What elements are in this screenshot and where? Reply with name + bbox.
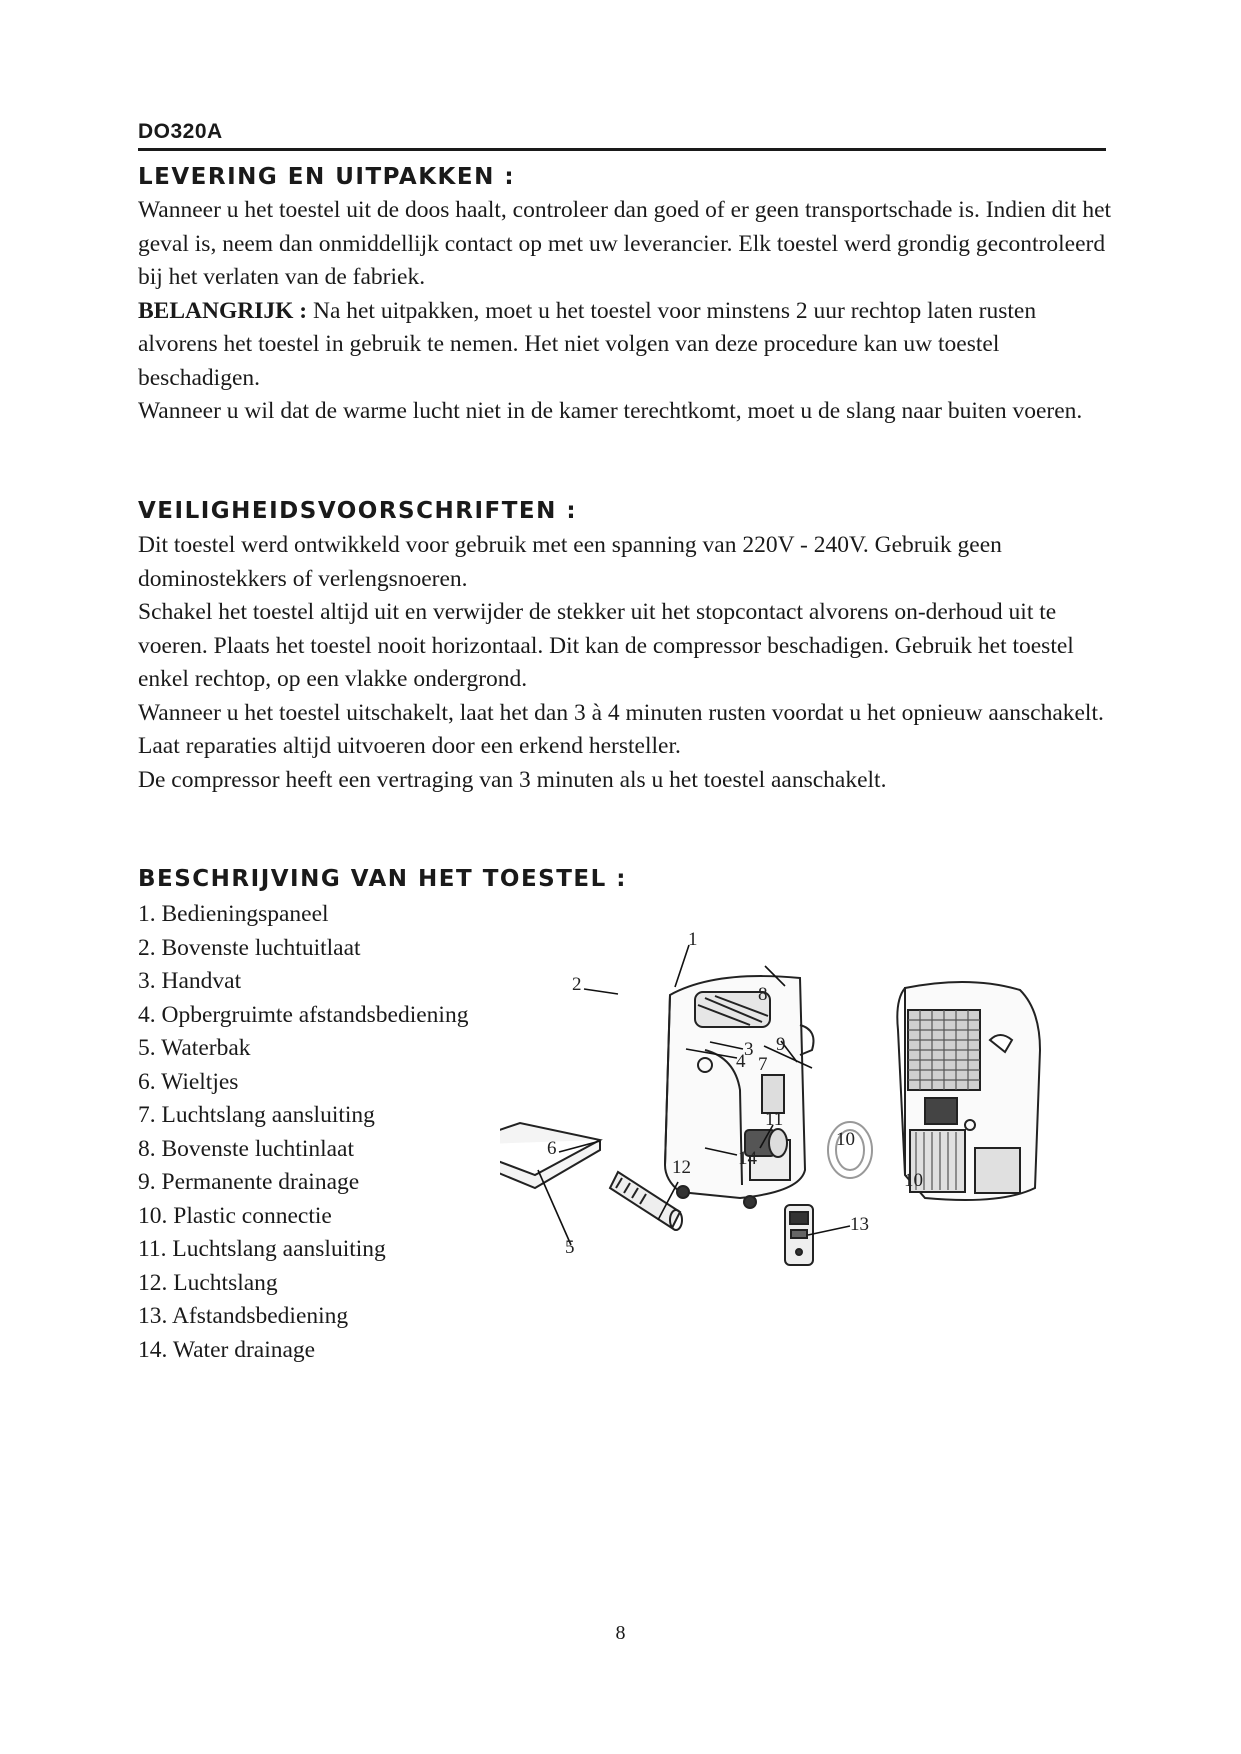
model-number: DO320A xyxy=(138,120,223,143)
callout-5: 5 xyxy=(565,1237,575,1258)
list-item: 8. Bovenste luchtinlaat xyxy=(138,1135,355,1162)
callout-4: 4 xyxy=(736,1051,746,1072)
callout-1: 1 xyxy=(688,930,698,950)
callout-8: 8 xyxy=(758,984,768,1005)
list-item: 5. Waterbak xyxy=(138,1035,251,1061)
header-rule xyxy=(138,148,1106,151)
list-item: 10. Plastic connectie xyxy=(138,1202,332,1229)
list-item: 7. Luchtslang aansluiting xyxy=(138,1102,375,1128)
heading-levering: LEVERING EN UITPAKKEN : xyxy=(138,164,516,190)
heading-veiligheid: VEILIGHEIDSVOORSCHRIFTEN : xyxy=(138,498,578,524)
callout-6: 6 xyxy=(547,1138,557,1159)
paragraph: De compressor heeft een vertraging van 3 minuten als u het toestel aanschakelt. xyxy=(138,766,887,793)
paragraph: Dit toestel werd ontwikkeld voor gebruik met een spanning van 220V - 240V. Gebruik geen dominostekkers of verlengsnoeren. xyxy=(138,532,1002,592)
paragraph: Wanneer u wil dat de warme lucht niet in de kamer terechtkomt, moet u de slang naar buiten voeren. xyxy=(138,398,1083,424)
important-text: Na het uitpakken, moet u het toestel voor minstens 2 uur rechtop laten rusten alvorens het toestel in gebruik te nemen. Het niet volgen van deze procedure kan uw toestel beschadigen. xyxy=(138,297,1037,391)
heading-beschrijving: BESCHRIJVING VAN HET TOESTEL : xyxy=(138,866,627,892)
callout-13: 13 xyxy=(850,1214,869,1235)
important-label: BELANGRIJK : xyxy=(138,297,308,324)
callout-10b: 10 xyxy=(904,1170,923,1191)
callout-12: 12 xyxy=(672,1157,691,1178)
callout-9: 9 xyxy=(776,1034,786,1055)
appliance-diagram xyxy=(500,930,1120,1420)
parts-list xyxy=(138,898,468,1367)
callout-labels xyxy=(500,930,1120,1420)
list-item: 1. Bedieningspaneel xyxy=(138,901,329,927)
paragraph-important xyxy=(138,295,1113,396)
list-item: 12. Luchtslang xyxy=(138,1269,278,1296)
paragraph: Laat reparaties altijd uitvoeren door een erkend hersteller. xyxy=(138,733,681,759)
page-number: 8 xyxy=(615,1622,626,1644)
paragraph: Schakel het toestel altijd uit en verwijder de stekker uit het stopcontact alvorens on-derhoud uit te voeren. Plaats het toestel nooit horizontaal. Dit kan de compressor beschadigen. Gebruik het toestel enkel rechtop, op een vlakke ondergrond. xyxy=(138,599,1074,692)
list-item: 9. Permanente drainage xyxy=(138,1169,360,1195)
list-item: 3. Handvat xyxy=(138,968,242,994)
section-veiligheid-body xyxy=(138,529,1113,797)
callout-10a: 10 xyxy=(836,1129,855,1150)
list-item: 4. Opbergruimte afstandsbediening xyxy=(138,1001,469,1028)
list-item: 14. Water drainage xyxy=(138,1336,316,1363)
callout-14: 14 xyxy=(738,1148,757,1169)
section-levering-body xyxy=(138,194,1113,429)
callout-7: 7 xyxy=(758,1054,768,1075)
list-item: 6. Wieltjes xyxy=(138,1068,239,1095)
list-item: 13. Afstandsbediening xyxy=(138,1303,349,1329)
paragraph: Wanneer u het toestel uitschakelt, laat het dan 3 à 4 minuten rusten voordat u het opnieuw aanschakelt. xyxy=(138,699,1104,726)
callout-2: 2 xyxy=(572,974,582,995)
callout-3: 3 xyxy=(744,1039,754,1060)
callout-11: 11 xyxy=(765,1109,784,1130)
list-item: 11. Luchtslang aansluiting xyxy=(138,1236,386,1262)
list-item: 2. Bovenste luchtuitlaat xyxy=(138,934,361,961)
paragraph: Wanneer u het toestel uit de doos haalt, controleer dan goed of er geen transportschade is. Indien dit het geval is, neem dan onmiddellijk contact op met uw leverancier. Elk toestel werd grondig gecontroleerd bij het verlaten van de fabriek. xyxy=(138,197,1112,290)
